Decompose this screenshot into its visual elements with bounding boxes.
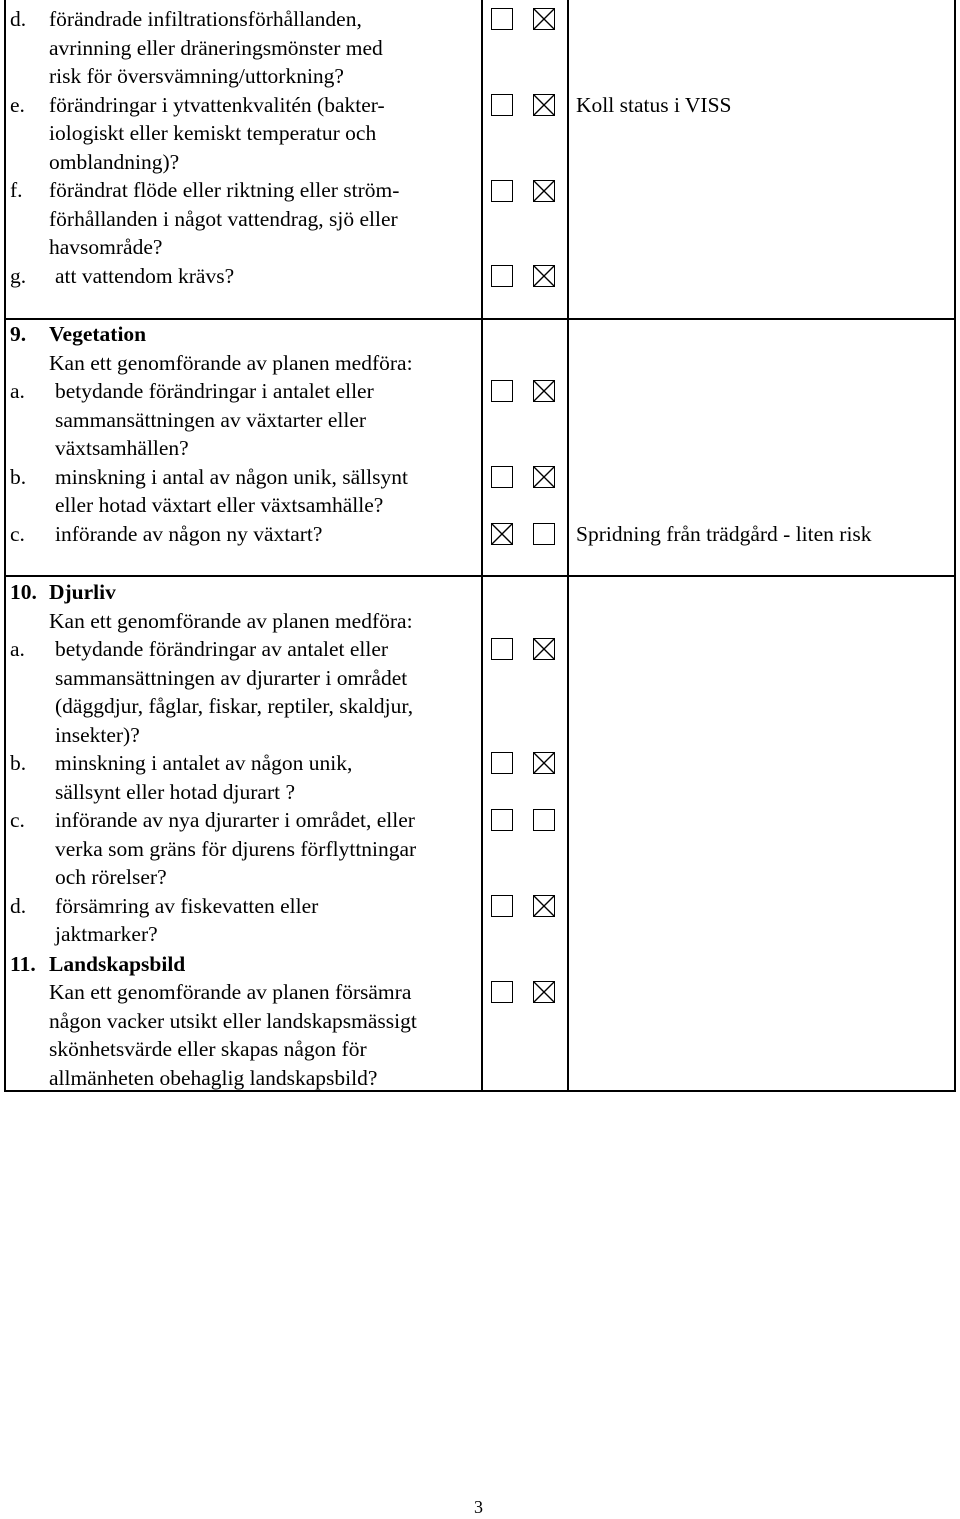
checkbox-8d-yes[interactable] (491, 8, 513, 30)
checkbox-10d-no[interactable] (533, 895, 555, 917)
item-10c-line-2: verka som gräns för djurens förflyttningar (55, 836, 417, 861)
checkbox-9b-no[interactable] (533, 466, 555, 488)
item-8f-letter: f. (10, 178, 23, 202)
item-9a-line-3: växtsamhällen? (55, 436, 189, 460)
section-11-line-1: Kan ett genomförande av planen försämra (49, 980, 412, 1004)
item-10a-line-3: (däggdjur, fåglar, fiskar, reptiler, skaldjur, (55, 694, 414, 718)
section-10-number: 10. (10, 580, 37, 604)
checkbox-8g-no[interactable] (533, 265, 555, 287)
item-9a-letter: a. (10, 379, 25, 403)
item-9b-line-2: eller hotad växtart eller växtsamhälle? (55, 493, 384, 517)
item-10c-line-3: och rörelser? (55, 865, 167, 889)
item-9b-letter: b. (10, 464, 27, 489)
item-9a-line-1: betydande förändringar i antalet eller (55, 379, 374, 403)
item-8f-line-2: förhållanden i något vattendrag, sjö eller (49, 206, 398, 231)
checkbox-10c-no[interactable] (533, 809, 555, 831)
page-number: 3 (474, 1497, 483, 1517)
section-9-number: 9. (10, 322, 27, 346)
checkbox-10c-yes[interactable] (491, 809, 513, 831)
checkbox-10d-yes[interactable] (491, 895, 513, 917)
checkbox-10a-no[interactable] (533, 638, 555, 660)
comment-9c: Spridning från trädgård - liten risk (576, 521, 872, 546)
table-border-right (954, 0, 956, 1091)
checkbox-9a-no[interactable] (533, 380, 555, 402)
item-8d-line-1: förändrade infiltrationsförhållanden, (49, 7, 362, 31)
checkbox-8e-yes[interactable] (491, 94, 513, 116)
item-8e-line-2: iologiskt eller kemiskt temperatur och (49, 121, 377, 145)
item-10a-line-4: insekter)? (55, 722, 140, 747)
checkbox-11-yes[interactable] (491, 981, 513, 1003)
item-10b-letter: b. (10, 751, 27, 775)
section-11-line-2: någon vacker utsikt eller landskapsmässigt (49, 1008, 417, 1033)
checkbox-10b-yes[interactable] (491, 752, 513, 774)
column-divider-2 (567, 0, 569, 1091)
item-8f-line-1: förändrat flöde eller riktning eller ström- (49, 178, 400, 202)
section-9-intro: Kan ett genomförande av planen medföra: (49, 350, 413, 375)
row-divider-9-10 (4, 575, 956, 577)
checkbox-8e-no[interactable] (533, 94, 555, 116)
table-border-left (4, 0, 6, 1091)
checkbox-8g-yes[interactable] (491, 265, 513, 287)
checkbox-10a-yes[interactable] (491, 638, 513, 660)
item-10a-letter: a. (10, 637, 25, 661)
item-10d-letter: d. (10, 893, 27, 918)
section-11-line-3: skönhetsvärde eller skapas någon för (49, 1037, 367, 1061)
item-10c-letter: c. (10, 808, 25, 832)
item-10c-line-1: införande av nya djurarter i området, eller (55, 808, 415, 832)
section-9-title: Vegetation (49, 322, 147, 346)
item-10b-line-1: minskning i antalet av någon unik, (55, 751, 353, 775)
item-8f-line-3: havsområde? (49, 235, 163, 259)
item-10b-line-2: sällsynt eller hotad djurart ? (55, 779, 296, 804)
item-10d-line-2: jaktmarker? (55, 922, 158, 946)
checkbox-9b-yes[interactable] (491, 466, 513, 488)
item-8d-line-3: risk för översvämning/uttorkning? (49, 64, 344, 88)
column-divider-1 (481, 0, 483, 1091)
checkbox-8f-yes[interactable] (491, 180, 513, 202)
item-9c-letter: c. (10, 521, 25, 546)
item-9c-line-1: införande av någon ny växtart? (55, 521, 323, 546)
item-9b-line-1: minskning i antal av någon unik, sällsynt (55, 464, 408, 489)
section-10-intro: Kan ett genomförande av planen medföra: (49, 608, 413, 633)
item-9a-line-2: sammansättningen av växtarter eller (55, 407, 367, 432)
checkbox-9c-yes[interactable] (491, 523, 513, 545)
checkbox-9a-yes[interactable] (491, 380, 513, 402)
checkbox-9c-no[interactable] (533, 523, 555, 545)
item-8d-letter: d. (10, 7, 27, 31)
item-8g-letter: g. (10, 264, 27, 288)
item-8e-line-1: förändringar i ytvattenkvalitén (bakter- (49, 92, 385, 117)
item-10a-line-2: sammansättningen av djurarter i området (55, 665, 408, 690)
row-divider-8-9 (4, 318, 956, 320)
section-11-number: 11. (10, 951, 36, 976)
section-10-title: Djurliv (49, 580, 116, 604)
checkbox-11-no[interactable] (533, 981, 555, 1003)
checkbox-8f-no[interactable] (533, 180, 555, 202)
section-11-line-4: allmänheten obehaglig landskapsbild? (49, 1065, 378, 1090)
item-8g-line-1: att vattendom krävs? (55, 264, 235, 288)
section-11-title: Landskapsbild (49, 951, 186, 976)
checkbox-8d-no[interactable] (533, 8, 555, 30)
item-8e-letter: e. (10, 92, 25, 117)
checkbox-10b-no[interactable] (533, 752, 555, 774)
item-8e-line-3: omblandning)? (49, 149, 180, 174)
item-10a-line-1: betydande förändringar av antalet eller (55, 637, 389, 661)
comment-8e: Koll status i VISS (576, 92, 732, 117)
item-10d-line-1: försämring av fiskevatten eller (55, 893, 319, 918)
item-8d-line-2: avrinning eller dräneringsmönster med (49, 35, 383, 60)
